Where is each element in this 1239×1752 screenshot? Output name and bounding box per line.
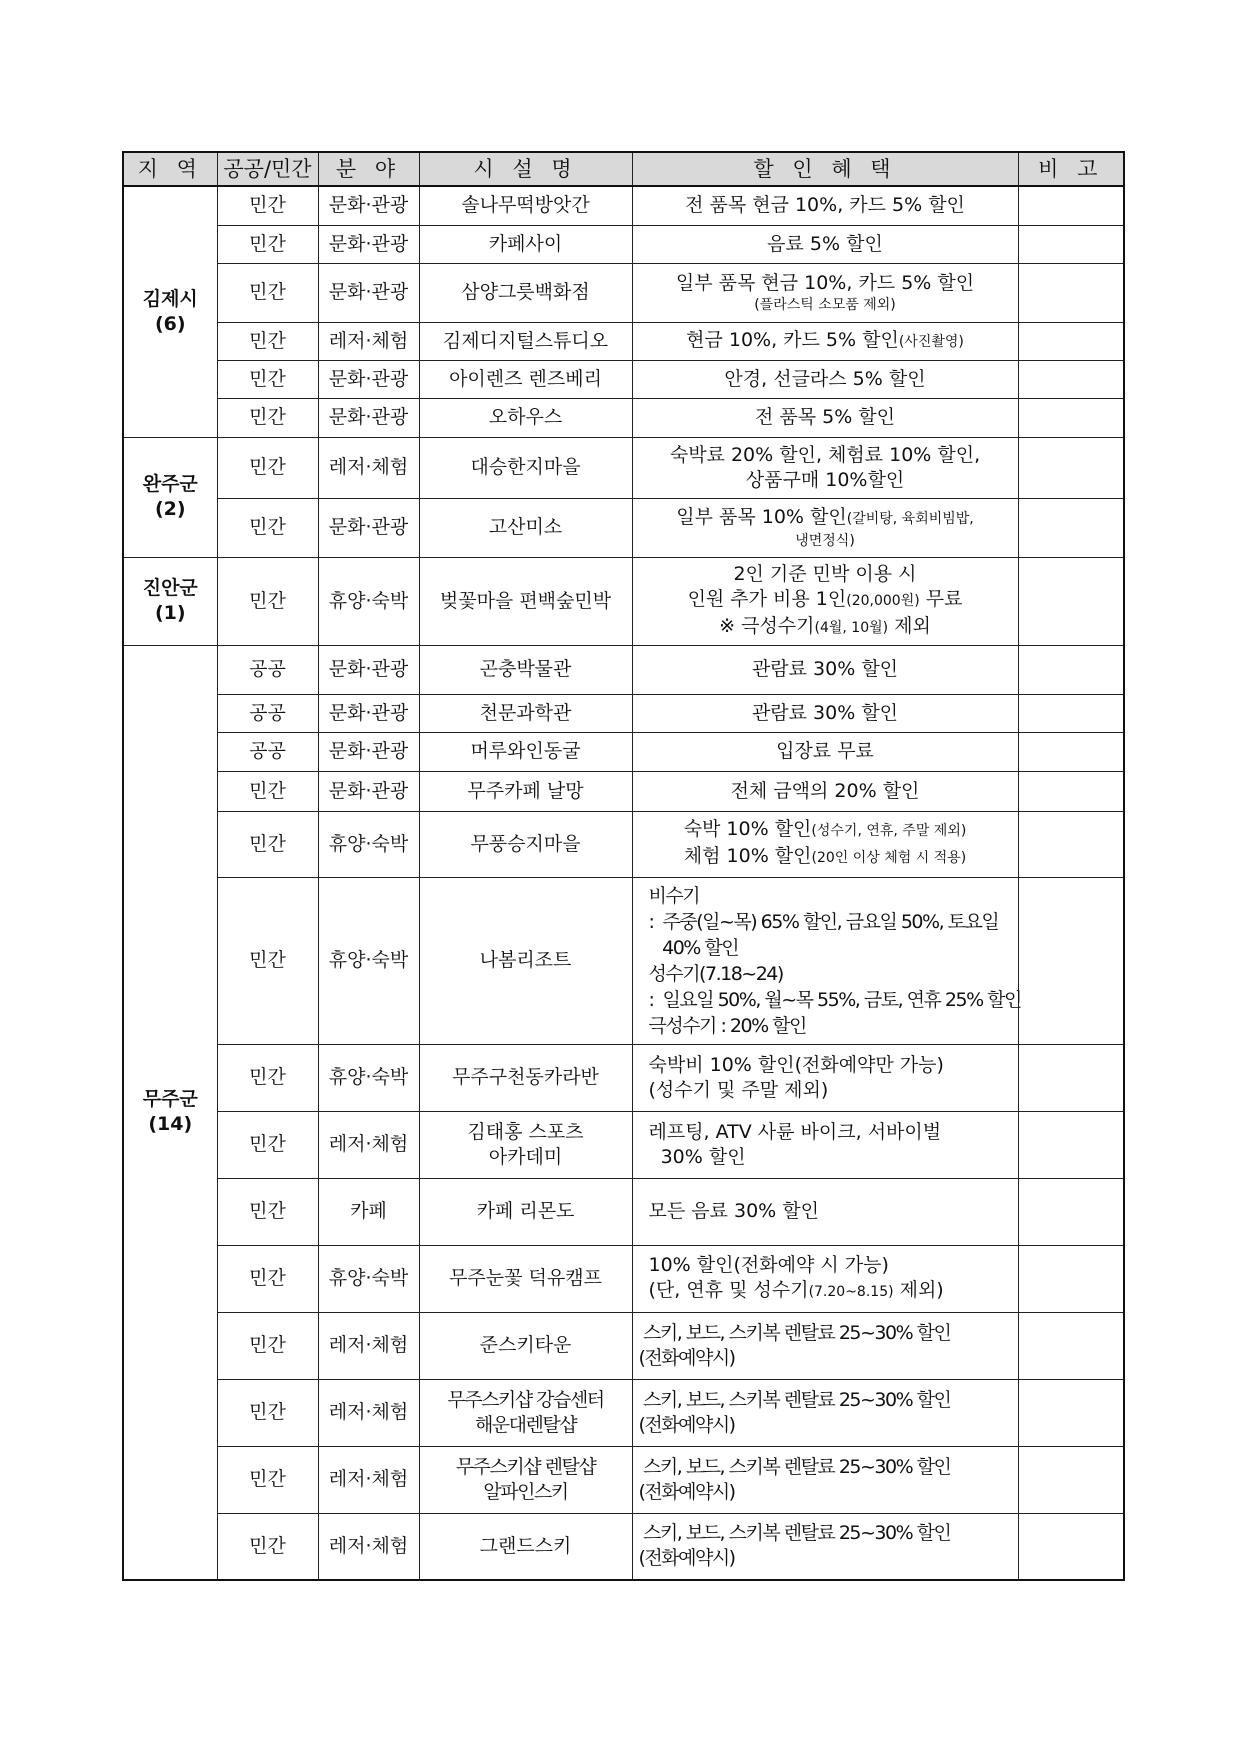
type-cell: 민간 xyxy=(217,877,318,1044)
facility-cell: 준스키타운 xyxy=(419,1312,632,1379)
benefit-cell: 숙박비 10% 할인(전화예약만 가능) (성수기 및 주말 제외) xyxy=(632,1044,1018,1111)
facility-cell: 고산미소 xyxy=(419,498,632,557)
facility-cell: 삼양그릇백화점 xyxy=(419,263,632,322)
table-row xyxy=(123,360,1124,398)
field-cell: 문화·관광 xyxy=(318,498,419,557)
facility-cell: 오하우스 xyxy=(419,398,632,437)
note-cell xyxy=(1018,437,1124,498)
region-cell: 진안군 (1) xyxy=(123,557,217,645)
facility-cell: 무주스키샵 렌탈샵 알파인스키 xyxy=(419,1446,632,1513)
type-cell: 민간 xyxy=(217,186,318,225)
facility-cell: 무주구천동카라반 xyxy=(419,1044,632,1111)
benefit-cell: 모든 음료 30% 할인 xyxy=(632,1178,1018,1245)
field-cell: 레저·체험 xyxy=(318,1111,419,1178)
type-cell: 민간 xyxy=(217,1379,318,1446)
field-cell: 레저·체험 xyxy=(318,1513,419,1580)
field-cell: 레저·체험 xyxy=(318,1379,419,1446)
note-cell xyxy=(1018,498,1124,557)
type-cell: 민간 xyxy=(217,557,318,645)
benefit-cell: 스키, 보드, 스키복 렌탈료 25~30% 할인 (전화예약시) xyxy=(632,1446,1018,1513)
facility-cell: 김태홍 스포츠 아카데미 xyxy=(419,1111,632,1178)
note-cell xyxy=(1018,771,1124,811)
type-cell: 민간 xyxy=(217,1111,318,1178)
facility-cell: 무주카페 날망 xyxy=(419,771,632,811)
note-cell xyxy=(1018,694,1124,732)
type-cell: 민간 xyxy=(217,1446,318,1513)
facility-cell: 무주스키샵 강습센터 해운대렌탈샵 xyxy=(419,1379,632,1446)
note-cell xyxy=(1018,263,1124,322)
benefit-cell: 스키, 보드, 스키복 렌탈료 25~30% 할인 (전화예약시) xyxy=(632,1379,1018,1446)
table-row xyxy=(123,1044,1124,1111)
table-row xyxy=(123,322,1124,360)
benefit-cell: 숙박 10% 할인(성수기, 연휴, 주말 제외) 체험 10% 할인(20인 이상 체험 시 적용) xyxy=(632,811,1018,877)
note-cell xyxy=(1018,1178,1124,1245)
table-row xyxy=(123,557,1124,645)
field-cell: 휴양·숙박 xyxy=(318,877,419,1044)
field-cell: 휴양·숙박 xyxy=(318,1245,419,1312)
table-row xyxy=(123,1111,1124,1178)
note-cell xyxy=(1018,1513,1124,1580)
note-cell xyxy=(1018,398,1124,437)
note-cell xyxy=(1018,1446,1124,1513)
table-row xyxy=(123,1513,1124,1580)
note-cell xyxy=(1018,322,1124,360)
benefit-cell: 관람료 30% 할인 xyxy=(632,694,1018,732)
header-benefit: 할 인 혜 택 xyxy=(632,152,1018,186)
field-cell: 문화·관광 xyxy=(318,645,419,694)
benefit-cell: 일부 품목 현금 10%, 카드 5% 할인 (플라스틱 소모품 제외) xyxy=(632,263,1018,322)
field-cell: 휴양·숙박 xyxy=(318,557,419,645)
type-cell: 민간 xyxy=(217,498,318,557)
field-cell: 문화·관광 xyxy=(318,694,419,732)
field-cell: 레저·체험 xyxy=(318,1446,419,1513)
table-row xyxy=(123,811,1124,877)
header-region: 지 역 xyxy=(123,152,217,186)
field-cell: 휴양·숙박 xyxy=(318,811,419,877)
facility-cell: 김제디지털스튜디오 xyxy=(419,322,632,360)
benefit-cell: 레프팅, ATV 사륜 바이크, 서바이벌 30% 할인 xyxy=(632,1111,1018,1178)
header-facility: 시 설 명 xyxy=(419,152,632,186)
type-cell: 민간 xyxy=(217,398,318,437)
note-cell xyxy=(1018,1044,1124,1111)
benefit-cell: 10% 할인(전화예약 시 가능) (단, 연휴 및 성수기(7.20~8.15) 제외) xyxy=(632,1245,1018,1312)
note-cell xyxy=(1018,811,1124,877)
field-cell: 문화·관광 xyxy=(318,263,419,322)
table-row xyxy=(123,1379,1124,1446)
table-row xyxy=(123,437,1124,498)
facility-cell: 카페 리몬도 xyxy=(419,1178,632,1245)
facility-cell: 무주눈꽃 덕유캠프 xyxy=(419,1245,632,1312)
table-row xyxy=(123,732,1124,771)
type-cell: 민간 xyxy=(217,437,318,498)
benefit-cell: 전 품목 5% 할인 xyxy=(632,398,1018,437)
note-cell xyxy=(1018,1111,1124,1178)
type-cell: 공공 xyxy=(217,732,318,771)
table-row xyxy=(123,877,1124,1044)
header-row xyxy=(123,152,1124,186)
facility-cell: 머루와인동굴 xyxy=(419,732,632,771)
facility-cell: 그랜드스키 xyxy=(419,1513,632,1580)
benefit-cell: 일부 품목 10% 할인(갈비탕, 육회비빔밥, 냉면정식) xyxy=(632,498,1018,557)
table-row xyxy=(123,398,1124,437)
table-row xyxy=(123,1312,1124,1379)
table-row xyxy=(123,1446,1124,1513)
benefit-cell: 비수기 : 주중(일~목) 65% 할인, 금요일 50%, 토요일 40% 할인 성수기(7.18~24) : 일요일 50%, 월~목 55%, 금토, 연휴 25% 할인 극성수기 : 20% 할인 xyxy=(632,877,1018,1044)
header-note: 비 고 xyxy=(1018,152,1124,186)
type-cell: 민간 xyxy=(217,225,318,263)
field-cell: 레저·체험 xyxy=(318,1312,419,1379)
benefit-cell: 현금 10%, 카드 5% 할인(사진촬영) xyxy=(632,322,1018,360)
note-cell xyxy=(1018,557,1124,645)
benefit-cell: 스키, 보드, 스키복 렌탈료 25~30% 할인 (전화예약시) xyxy=(632,1513,1018,1580)
facility-cell: 아이렌즈 렌즈베리 xyxy=(419,360,632,398)
note-cell xyxy=(1018,645,1124,694)
benefit-cell: 전체 금액의 20% 할인 xyxy=(632,771,1018,811)
benefit-cell: 관람료 30% 할인 xyxy=(632,645,1018,694)
table-row xyxy=(123,771,1124,811)
facility-cell: 나봄리조트 xyxy=(419,877,632,1044)
region-cell: 무주군 (14) xyxy=(123,645,217,1580)
benefit-cell: 숙박료 20% 할인, 체험료 10% 할인, 상품구매 10%할인 xyxy=(632,437,1018,498)
note-cell xyxy=(1018,1312,1124,1379)
field-cell: 카페 xyxy=(318,1178,419,1245)
benefit-cell: 음료 5% 할인 xyxy=(632,225,1018,263)
table-row xyxy=(123,645,1124,694)
note-cell xyxy=(1018,732,1124,771)
type-cell: 민간 xyxy=(217,360,318,398)
benefit-cell: 안경, 선글라스 5% 할인 xyxy=(632,360,1018,398)
facility-cell: 무풍승지마을 xyxy=(419,811,632,877)
type-cell: 민간 xyxy=(217,1044,318,1111)
type-cell: 민간 xyxy=(217,1513,318,1580)
header-field: 분 야 xyxy=(318,152,419,186)
field-cell: 휴양·숙박 xyxy=(318,1044,419,1111)
table-row xyxy=(123,263,1124,322)
region-cell: 김제시 (6) xyxy=(123,186,217,437)
note-cell xyxy=(1018,877,1124,1044)
table-row xyxy=(123,498,1124,557)
field-cell: 문화·관광 xyxy=(318,225,419,263)
field-cell: 문화·관광 xyxy=(318,360,419,398)
benefit-cell: 입장료 무료 xyxy=(632,732,1018,771)
type-cell: 민간 xyxy=(217,322,318,360)
facility-cell: 곤충박물관 xyxy=(419,645,632,694)
facility-cell: 벚꽃마을 편백숲민박 xyxy=(419,557,632,645)
type-cell: 민간 xyxy=(217,811,318,877)
benefit-cell: 스키, 보드, 스키복 렌탈료 25~30% 할인 (전화예약시) xyxy=(632,1312,1018,1379)
field-cell: 레저·체험 xyxy=(318,437,419,498)
facility-cell: 천문과학관 xyxy=(419,694,632,732)
type-cell: 공공 xyxy=(217,694,318,732)
table-row xyxy=(123,1245,1124,1312)
field-cell: 문화·관광 xyxy=(318,771,419,811)
type-cell: 민간 xyxy=(217,771,318,811)
table-row xyxy=(123,186,1124,225)
facility-cell: 솔나무떡방앗간 xyxy=(419,186,632,225)
table-row xyxy=(123,1178,1124,1245)
discount-table xyxy=(122,151,1125,1581)
field-cell: 문화·관광 xyxy=(318,732,419,771)
benefit-cell: 전 품목 현금 10%, 카드 5% 할인 xyxy=(632,186,1018,225)
type-cell: 민간 xyxy=(217,263,318,322)
table-row xyxy=(123,694,1124,732)
header-type: 공공/민간 xyxy=(217,152,318,186)
facility-cell: 대승한지마을 xyxy=(419,437,632,498)
note-cell xyxy=(1018,225,1124,263)
type-cell: 민간 xyxy=(217,1312,318,1379)
type-cell: 공공 xyxy=(217,645,318,694)
benefit-cell: 2인 기준 민박 이용 시 인원 추가 비용 1인(20,000원) 무료 ※ 극성수기(4월, 10월) 제외 xyxy=(632,557,1018,645)
note-cell xyxy=(1018,1379,1124,1446)
type-cell: 민간 xyxy=(217,1178,318,1245)
field-cell: 레저·체험 xyxy=(318,322,419,360)
note-cell xyxy=(1018,186,1124,225)
region-cell: 완주군 (2) xyxy=(123,437,217,557)
table-row xyxy=(123,225,1124,263)
type-cell: 민간 xyxy=(217,1245,318,1312)
note-cell xyxy=(1018,360,1124,398)
field-cell: 문화·관광 xyxy=(318,398,419,437)
facility-cell: 카페사이 xyxy=(419,225,632,263)
note-cell xyxy=(1018,1245,1124,1312)
field-cell: 문화·관광 xyxy=(318,186,419,225)
